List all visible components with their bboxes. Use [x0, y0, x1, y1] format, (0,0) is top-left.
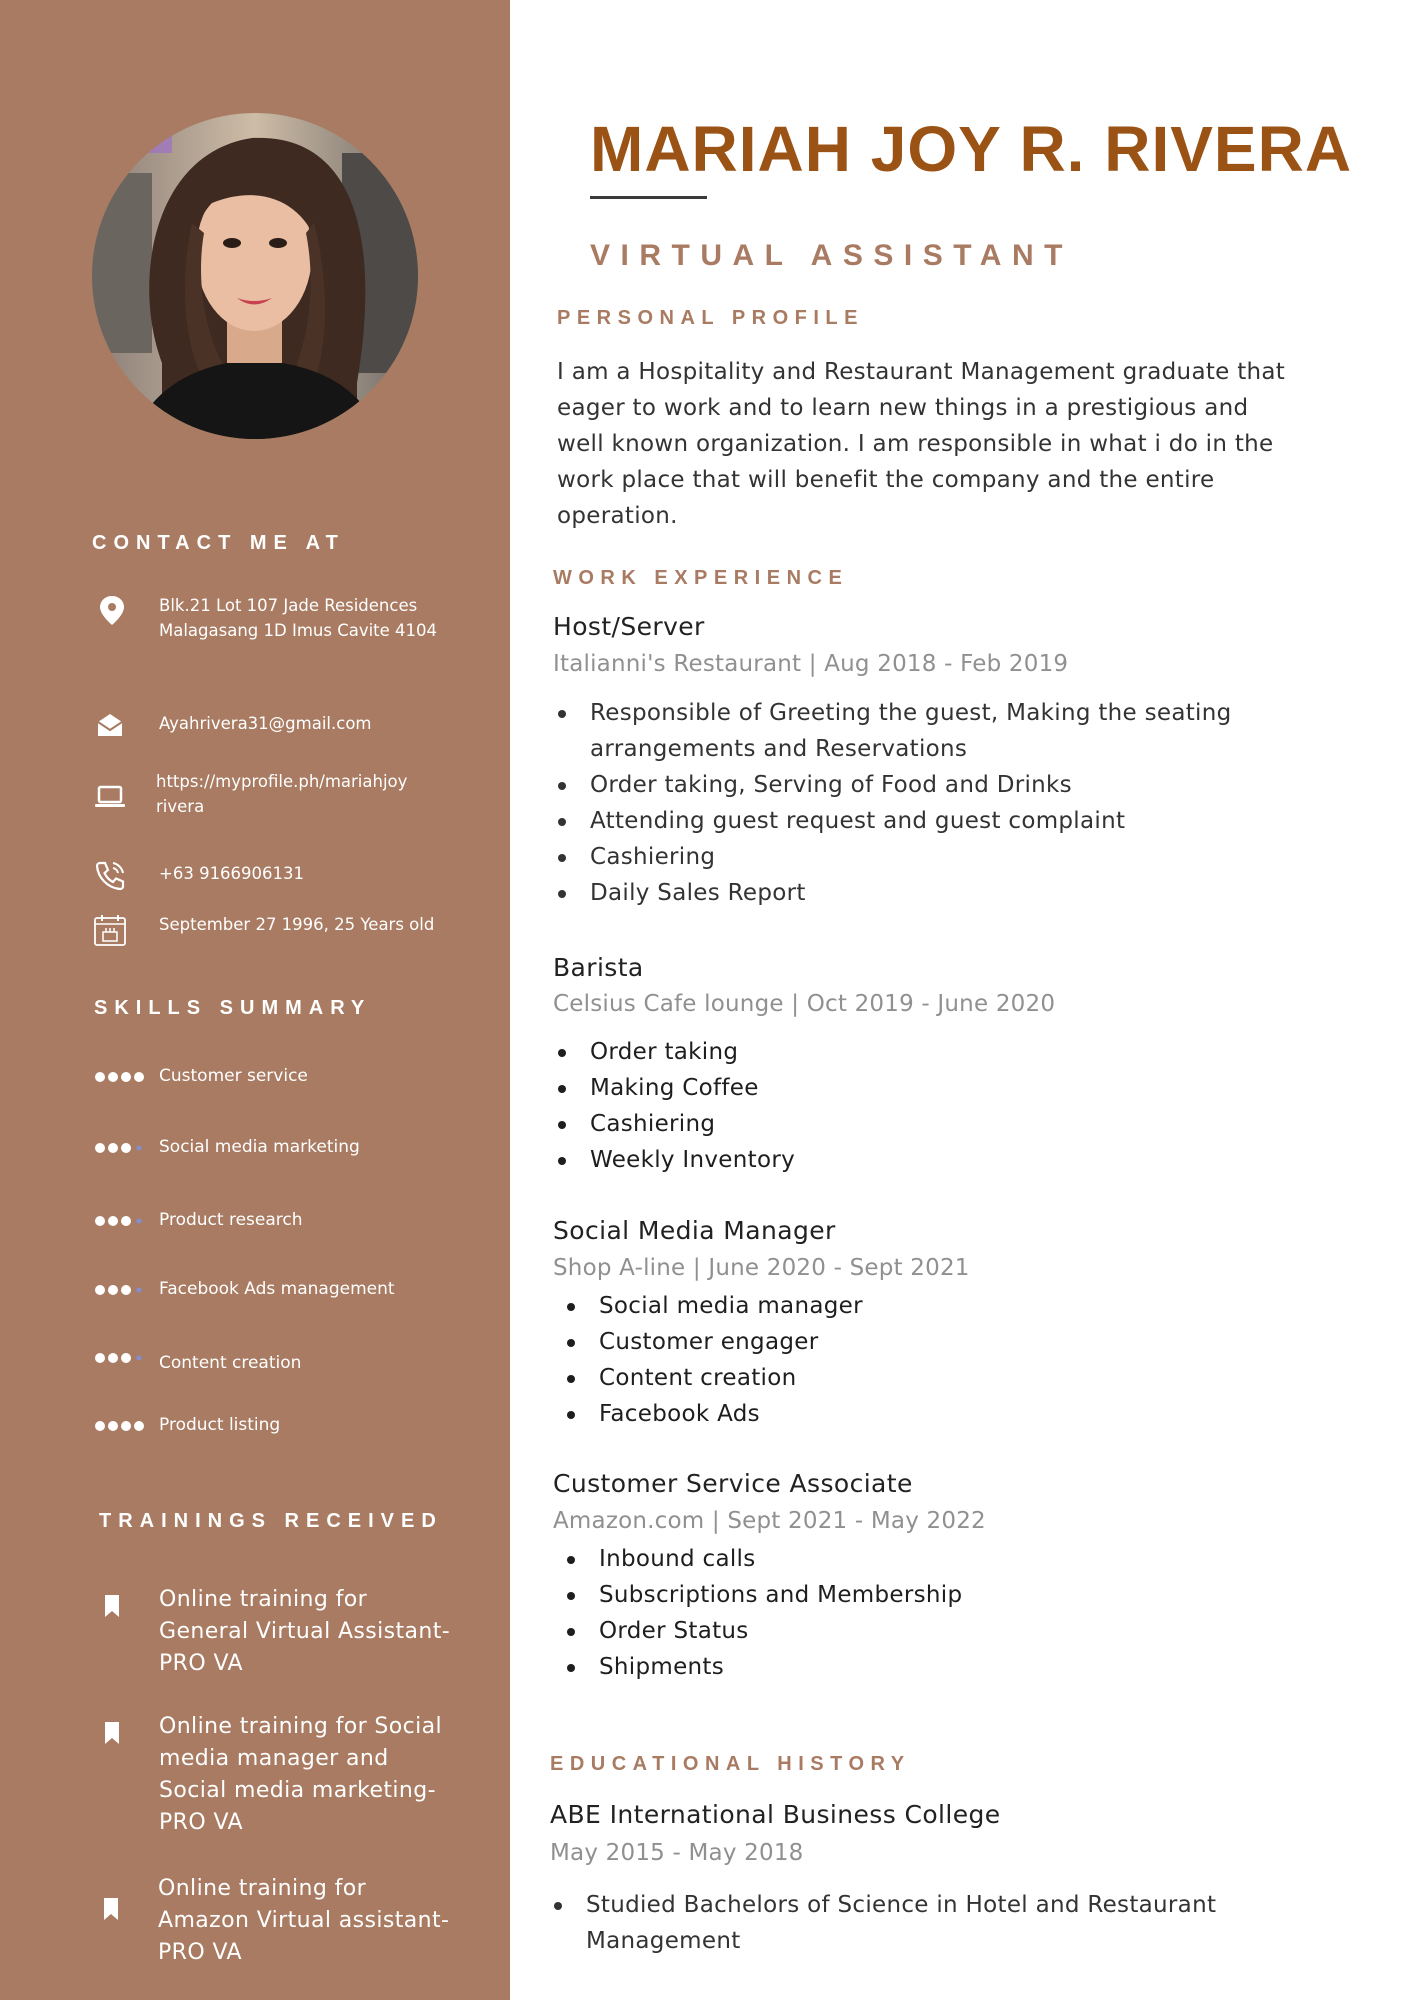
- trainings-heading: TRAININGS RECEIVED: [99, 1510, 443, 1532]
- rating-dot-empty: [137, 1146, 142, 1151]
- duty-item: Subscriptions and Membership: [565, 1577, 1285, 1613]
- rating-dot-filled: [121, 1353, 131, 1363]
- duty-item: Order Status: [565, 1613, 1285, 1649]
- contact-phone-text[interactable]: +63 9166906131: [159, 864, 305, 883]
- rating-dot-empty: [137, 1219, 142, 1224]
- contact-phone: [92, 858, 472, 918]
- contact-website: [92, 769, 472, 829]
- skill-rating-dots: [94, 1284, 146, 1296]
- skill-label: Customer service: [159, 1066, 308, 1086]
- rating-dot-filled: [134, 1072, 144, 1082]
- rating-dot-filled: [108, 1216, 118, 1226]
- skill-item: [94, 1278, 474, 1302]
- rating-dot-filled: [95, 1353, 105, 1363]
- name-divider: [590, 196, 707, 199]
- duty-item: Order taking, Serving of Food and Drinks: [556, 767, 1276, 803]
- job-role: Barista: [553, 953, 644, 982]
- skill-rating-dots: [94, 1071, 146, 1083]
- duty-item: Daily Sales Report: [556, 875, 1276, 911]
- skills-heading: SKILLS SUMMARY: [94, 997, 372, 1019]
- duty-item: Making Coffee: [556, 1070, 1276, 1106]
- applicant-name: MARIAH JOY R. RIVERA: [590, 113, 1353, 185]
- skill-label: Facebook Ads management: [159, 1279, 395, 1299]
- duty-item: Cashiering: [556, 839, 1276, 875]
- duty-item: Inbound calls: [565, 1541, 1285, 1577]
- training-text: Online training for Social media manager and Social media marketing- PRO VA: [159, 1714, 443, 1835]
- job-role: Customer Service Associate: [553, 1469, 913, 1498]
- rating-dot-filled: [95, 1285, 105, 1295]
- rating-dot-filled: [108, 1072, 118, 1082]
- bookmark-icon: [103, 1897, 119, 1921]
- bookmark-icon: [104, 1721, 120, 1745]
- rating-dot-filled: [108, 1143, 118, 1153]
- rating-dot-filled: [121, 1143, 131, 1153]
- contact-email-text[interactable]: Ayahrivera31@gmail.com: [159, 714, 372, 733]
- rating-dot-filled: [95, 1216, 105, 1226]
- job-company-dates: Amazon.com | Sept 2021 - May 2022: [553, 1508, 986, 1534]
- job-role: Host/Server: [553, 612, 705, 641]
- skill-rating-dots: [94, 1420, 146, 1432]
- rating-dot-filled: [121, 1421, 131, 1431]
- birthday-calendar-icon: [92, 912, 128, 948]
- duty-item: Social media manager: [565, 1288, 1285, 1324]
- education-detail-item: Studied Bachelors of Science in Hotel and Restaurant Management: [552, 1887, 1272, 1959]
- rating-dot-filled: [134, 1421, 144, 1431]
- rating-dot-filled: [121, 1072, 131, 1082]
- skill-item: [94, 1136, 474, 1160]
- duty-item: Order taking: [556, 1034, 1276, 1070]
- job-duties: [556, 1034, 1276, 1178]
- skill-rating-dots: [94, 1352, 146, 1364]
- bookmark-icon: [104, 1594, 120, 1618]
- training-text: Online training for General Virtual Assistant- PRO VA: [159, 1587, 451, 1676]
- profile-photo: [92, 113, 418, 439]
- skill-rating-dots: [94, 1215, 146, 1227]
- rating-dot-filled: [95, 1421, 105, 1431]
- profile-text: I am a Hospitality and Restaurant Management graduate that eager to work and to learn new things in a prestigious and well known organization. I am responsible in what i do in the work place that will benefit the company and the entire operation.: [557, 359, 1286, 529]
- sidebar: [0, 0, 510, 2000]
- skill-label: Content creation: [159, 1353, 302, 1373]
- school-name: ABE International Business College: [550, 1800, 1001, 1829]
- skill-item: [94, 1209, 474, 1233]
- job-duties: [556, 695, 1276, 911]
- training-text: Online training for Amazon Virtual assistant- PRO VA: [158, 1876, 450, 1965]
- rating-dot-filled: [108, 1285, 118, 1295]
- school-dates: May 2015 - May 2018: [550, 1840, 804, 1866]
- skill-item: [94, 1352, 474, 1376]
- location-pin-icon: [92, 593, 128, 629]
- skill-rating-dots: [94, 1142, 146, 1154]
- skill-label: Product research: [159, 1210, 303, 1230]
- job-company-dates: Shop A-line | June 2020 - Sept 2021: [553, 1255, 970, 1281]
- mail-icon: [92, 708, 128, 744]
- rating-dot-empty: [137, 1288, 142, 1293]
- job-duties: [565, 1288, 1285, 1432]
- education-heading: EDUCATIONAL HISTORY: [550, 1753, 911, 1775]
- job-company-dates: Celsius Cafe lounge | Oct 2019 - June 2020: [553, 991, 1056, 1017]
- skill-item: [94, 1065, 474, 1089]
- contact-address-text: Blk.21 Lot 107 Jade Residences Malagasang 1D Imus Cavite 4104: [159, 596, 438, 640]
- skill-label: Product listing: [159, 1415, 281, 1435]
- rating-dot-filled: [95, 1072, 105, 1082]
- rating-dot-filled: [108, 1353, 118, 1363]
- duty-item: Cashiering: [556, 1106, 1276, 1142]
- job-company-dates: Italianni's Restaurant | Aug 2018 - Feb 2019: [553, 651, 1069, 677]
- rating-dot-filled: [121, 1216, 131, 1226]
- rating-dot-filled: [108, 1421, 118, 1431]
- duty-item: Facebook Ads: [565, 1396, 1285, 1432]
- skill-label: Social media marketing: [159, 1137, 360, 1157]
- contact-address: [92, 593, 472, 653]
- job-role: Social Media Manager: [553, 1216, 836, 1245]
- rating-dot-filled: [121, 1285, 131, 1295]
- duty-item: Weekly Inventory: [556, 1142, 1276, 1178]
- laptop-icon: [92, 781, 128, 817]
- rating-dot-empty: [137, 1356, 142, 1361]
- duty-item: Attending guest request and guest complaint: [556, 803, 1276, 839]
- contact-birthday-text: September 27 1996, 25 Years old: [159, 915, 435, 934]
- education-details: [552, 1887, 1272, 1959]
- skill-item: [94, 1414, 474, 1438]
- rating-dot-filled: [95, 1143, 105, 1153]
- job-title: VIRTUAL ASSISTANT: [590, 239, 1073, 272]
- profile-heading: PERSONAL PROFILE: [557, 307, 864, 329]
- phone-icon: [92, 858, 128, 894]
- job-duties: [565, 1541, 1285, 1685]
- contact-heading: CONTACT ME AT: [92, 532, 345, 554]
- contact-website-text[interactable]: https://myprofile.ph/mariahjoy rivera: [156, 772, 408, 816]
- contact-email: [92, 708, 472, 768]
- contact-birthday: [92, 912, 472, 972]
- duty-item: Customer engager: [565, 1324, 1285, 1360]
- duty-item: Content creation: [565, 1360, 1285, 1396]
- duty-item: Shipments: [565, 1649, 1285, 1685]
- duty-item: Responsible of Greeting the guest, Making the seating arrangements and Reservations: [556, 695, 1276, 767]
- work-heading: WORK EXPERIENCE: [553, 567, 849, 589]
